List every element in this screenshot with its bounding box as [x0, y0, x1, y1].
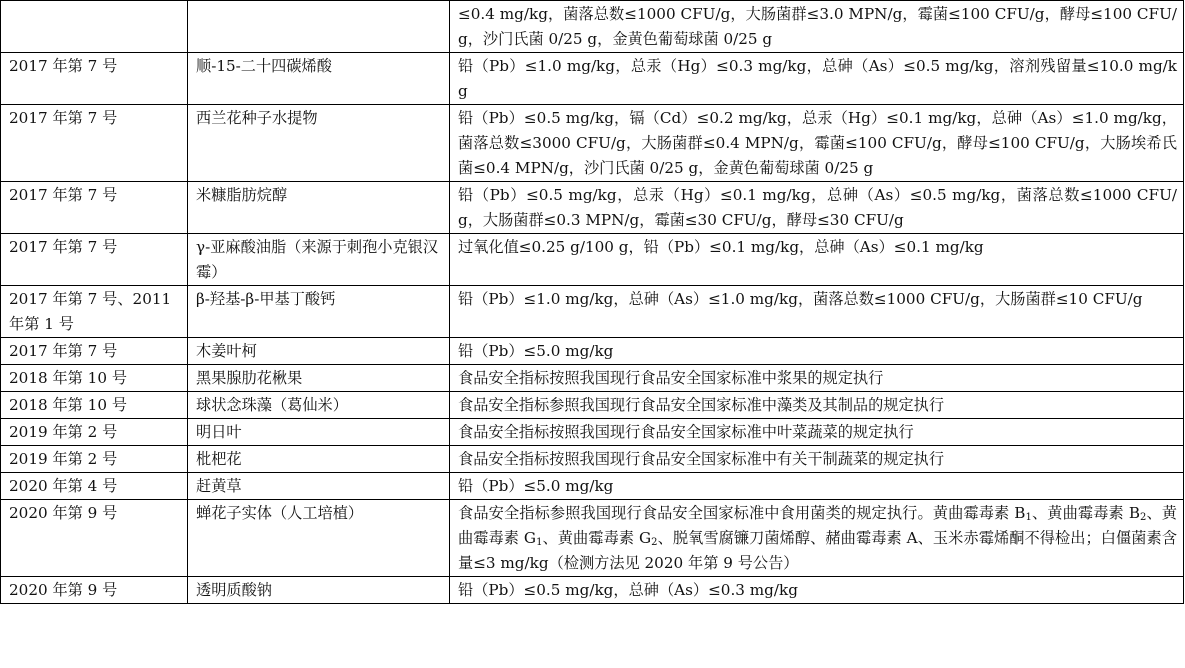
requirement-text: 、黄曲霉毒素 G: [542, 529, 652, 547]
requirement-cell: 食品安全指标按照我国现行食品安全国家标准中浆果的规定执行: [450, 365, 1184, 392]
subscript: 2: [1139, 512, 1147, 523]
announcement-cell: 2017 年第 7 号: [1, 105, 188, 182]
product-name-cell: 枇杷花: [188, 446, 450, 473]
table-row: [1, 500, 1184, 577]
requirement-cell: 食品安全指标按照我国现行食品安全国家标准中有关干制蔬菜的规定执行: [450, 446, 1184, 473]
product-name-cell: 木姜叶柯: [188, 338, 450, 365]
requirement-cell: ≤0.4 mg/kg，菌落总数≤1000 CFU/g，大肠菌群≤3.0 MPN/g，霉菌≤100 CFU/g，酵母≤100 CFU/g，沙门氏菌 0/25 g，金黄色葡萄球菌 0/25 g: [450, 1, 1184, 53]
product-name-cell: 蝉花子实体（人工培植）: [188, 500, 450, 577]
requirement-cell: 铅（Pb）≤5.0 mg/kg: [450, 473, 1184, 500]
table-row: [1, 105, 1184, 182]
product-name-cell: 赶黄草: [188, 473, 450, 500]
product-name-cell: 透明质酸钠: [188, 577, 450, 604]
table-row: [1, 338, 1184, 365]
requirement-cell: 食品安全指标按照我国现行食品安全国家标准中叶菜蔬菜的规定执行: [450, 419, 1184, 446]
announcement-cell: 2020 年第 9 号: [1, 500, 188, 577]
requirement-cell: 铅（Pb）≤1.0 mg/kg，总砷（As）≤1.0 mg/kg，菌落总数≤1000 CFU/g，大肠菌群≤10 CFU/g: [450, 286, 1184, 338]
product-name-cell: γ-亚麻酸油脂（来源于刺孢小克银汉霉）: [188, 234, 450, 286]
announcement-cell: 2018 年第 10 号: [1, 392, 188, 419]
announcement-cell: 2017 年第 7 号: [1, 234, 188, 286]
requirement-cell: 铅（Pb）≤0.5 mg/kg，镉（Cd）≤0.2 mg/kg，总汞（Hg）≤0.1 mg/kg，总砷（As）≤1.0 mg/kg，菌落总数≤3000 CFU/g，大肠菌群≤0.4 MPN/g，霉菌≤100 CFU/g，酵母≤100 CFU/g，大肠埃希氏菌≤0.4 MPN/g，沙门氏菌 0/25 g，金黄色葡萄球菌 0/25 g: [450, 105, 1184, 182]
table-row: [1, 577, 1184, 604]
requirement-text: 、黄曲霉毒素 G: [458, 504, 1177, 547]
subscript: 2: [651, 537, 658, 548]
product-name-cell: 顺-15-二十四碳烯酸: [188, 53, 450, 105]
product-name-cell: 米糠脂肪烷醇: [188, 182, 450, 234]
table-row: [1, 53, 1184, 105]
product-name-cell: 黑果腺肋花楸果: [188, 365, 450, 392]
announcement-cell: 2020 年第 9 号: [1, 577, 188, 604]
table-row: [1, 1, 1184, 53]
announcement-cell: 2017 年第 7 号: [1, 182, 188, 234]
subscript: 1: [536, 537, 543, 548]
product-name-cell: [188, 1, 450, 53]
product-name-cell: 西兰花种子水提物: [188, 105, 450, 182]
table-row: [1, 286, 1184, 338]
requirement-cell: 食品安全指标参照我国现行食品安全国家标准中藻类及其制品的规定执行: [450, 392, 1184, 419]
table-row: [1, 182, 1184, 234]
announcement-cell: 2017 年第 7 号、2011 年第 1 号: [1, 286, 188, 338]
table-row: [1, 473, 1184, 500]
announcement-cell: [1, 1, 188, 53]
requirement-cell: [450, 500, 1184, 577]
table-row: [1, 446, 1184, 473]
requirement-text: 、黄曲霉毒素 B: [1031, 504, 1140, 522]
subscript: 1: [1025, 512, 1032, 523]
requirement-cell: 过氧化值≤0.25 g/100 g，铅（Pb）≤0.1 mg/kg，总砷（As）≤0.1 mg/kg: [450, 234, 1184, 286]
product-name-cell: 明日叶: [188, 419, 450, 446]
requirement-text: 、脱氧雪腐镰刀菌烯醇、赭曲霉毒素 A、玉米赤霉烯酮不得检出；白僵菌素含量≤3 mg/kg（检测方法见 2020 年第 9 号公告）: [458, 529, 1178, 572]
requirement-cell: 铅（Pb）≤0.5 mg/kg，总汞（Hg）≤0.1 mg/kg，总砷（As）≤0.5 mg/kg，菌落总数≤1000 CFU/g，大肠菌群≤0.3 MPN/g，霉菌≤30 CFU/g，酵母≤30 CFU/g: [450, 182, 1184, 234]
requirement-cell: 铅（Pb）≤1.0 mg/kg，总汞（Hg）≤0.3 mg/kg，总砷（As）≤0.5 mg/kg，溶剂残留量≤10.0 mg/kg: [450, 53, 1184, 105]
announcement-cell: 2020 年第 4 号: [1, 473, 188, 500]
announcement-cell: 2019 年第 2 号: [1, 446, 188, 473]
product-name-cell: β-羟基-β-甲基丁酸钙: [188, 286, 450, 338]
table-row: [1, 419, 1184, 446]
requirement-text: 食品安全指标参照我国现行食品安全国家标准中食用菌类的规定执行。黄曲霉毒素 B: [458, 504, 1026, 522]
announcement-cell: 2019 年第 2 号: [1, 419, 188, 446]
announcement-cell: 2017 年第 7 号: [1, 53, 188, 105]
table-row: [1, 234, 1184, 286]
announcement-cell: 2017 年第 7 号: [1, 338, 188, 365]
requirement-cell: 铅（Pb）≤5.0 mg/kg: [450, 338, 1184, 365]
announcement-cell: 2018 年第 10 号: [1, 365, 188, 392]
product-name-cell: 球状念珠藻（葛仙米）: [188, 392, 450, 419]
table-row: [1, 365, 1184, 392]
requirement-cell: 铅（Pb）≤0.5 mg/kg，总砷（As）≤0.3 mg/kg: [450, 577, 1184, 604]
table-row: [1, 392, 1184, 419]
